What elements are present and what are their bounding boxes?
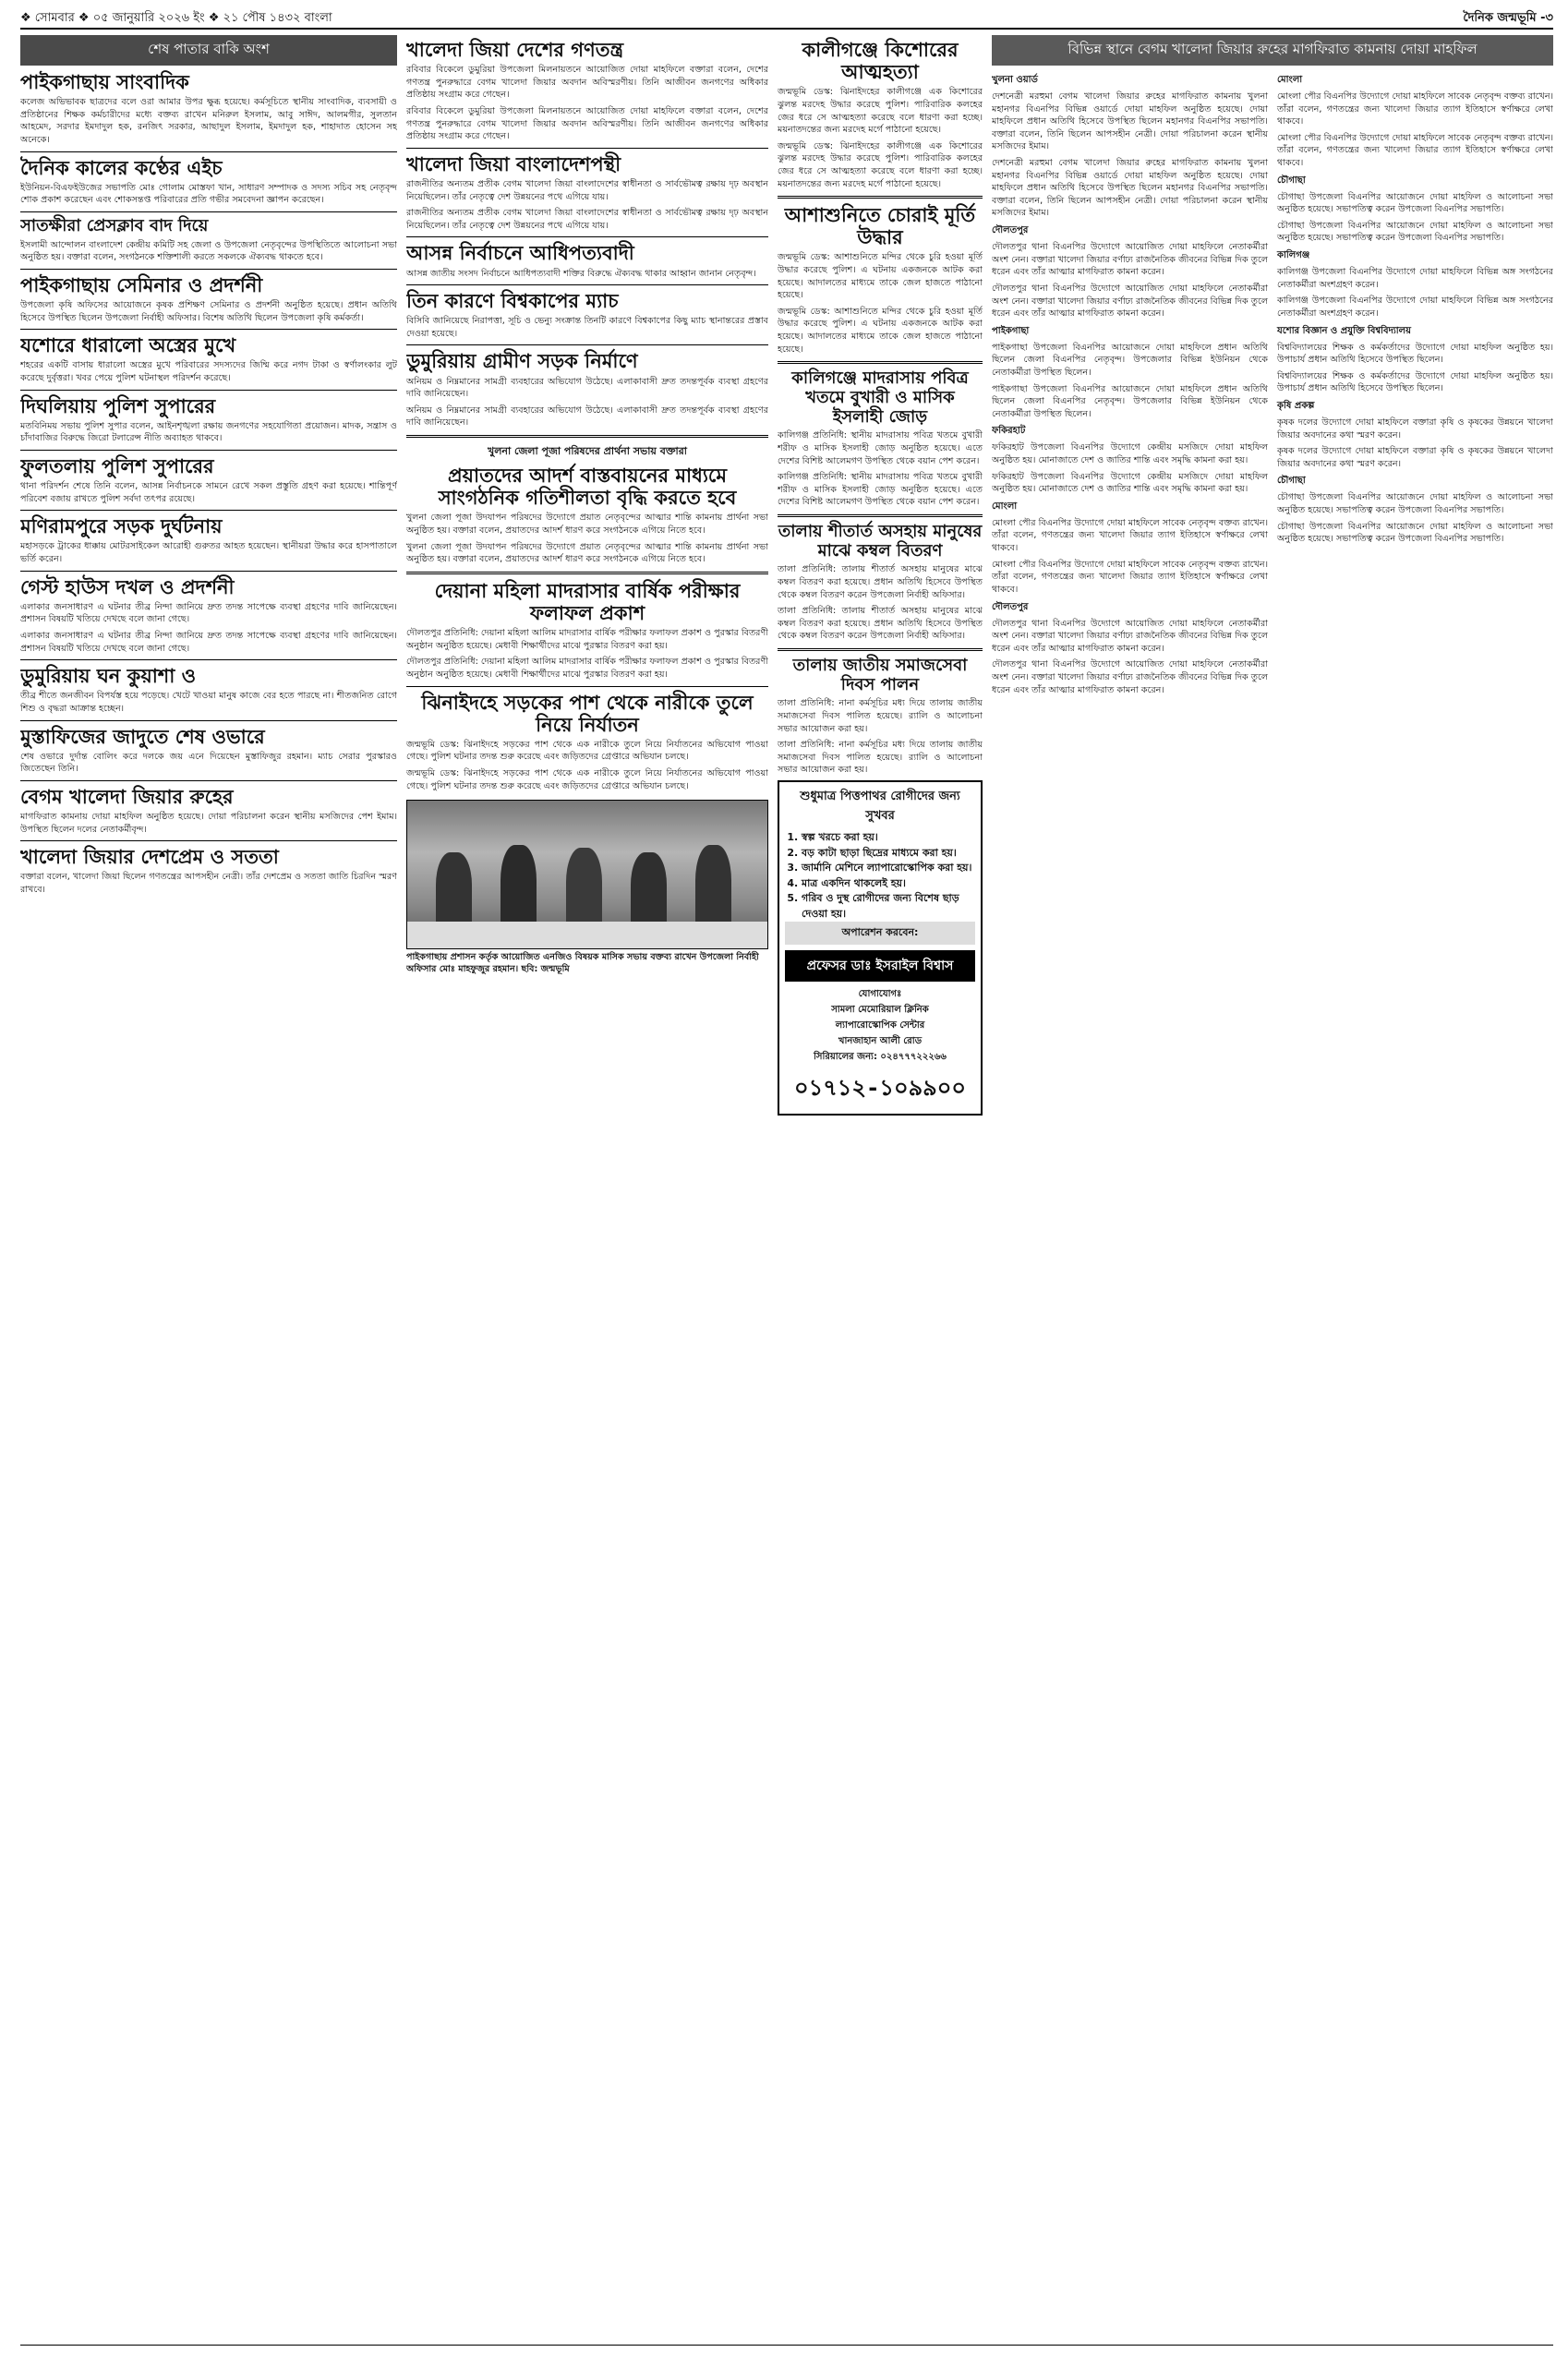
article-text: রাজনীতির অন্যতম প্রতীক বেগম খালেদা জিয়া বাংলাদেশের স্বাধীনতা ও সার্বভৌমত্ব রক্ষায় দৃঢ় অবস্থান নিয়েছিলেন। তাঁর নেতৃত্বে দেশ উন্নয়নের পথে এগিয়ে যায়। bbox=[406, 208, 768, 231]
article-text: কলেজ অভিভাবক ছাত্রদের বলে ওরা আমার উপর ক্ষুব্ধ হয়েছে। কর্মসূচিতে স্থানীয় সাংবাদিক, ব্যবসায়ী ও প্রতিষ্ঠানের শিক্ষক কর্মচারীদের মধ্যে বক্তব্য রাখেন মনিরুল ইসলাম, আবু সাঈদ, আলমগীর, সুলতান আহমেদ, সরদার ইমদাদুল হক, রনজিৎ সরকার, আছাদুল ইসলাম, ইমদাদুল হক, শাহাদাত হোসেন সহ অনেকে। bbox=[20, 97, 397, 145]
headline[interactable]: দৈনিক কালের কণ্ঠের এইচ bbox=[20, 155, 223, 179]
article-text: রাজনীতির অন্যতম প্রতীক বেগম খালেদা জিয়া বাংলাদেশের স্বাধীনতা ও সার্বভৌমত্ব রক্ষায় দৃঢ় অবস্থান নিয়েছিলেন। তাঁর নেতৃত্বে দেশ উন্নয়নের পথে এগিয়ে যায়। bbox=[406, 178, 768, 202]
article-text: কালিগঞ্জ উপজেলা বিএনপির উদ্যোগে দোয়া মাহফিলে বিভিন্ন অঙ্গ সংগঠনের নেতাকর্মীরা অংশগ্রহণ করেন। bbox=[1277, 296, 1553, 319]
ad-by: অপারেশন করবেন: bbox=[785, 922, 975, 945]
headline[interactable]: আসন্ন নির্বাচনে আধিপত্যবাদী bbox=[406, 241, 634, 265]
headline[interactable]: কালিগঞ্জে মাদরাসায় পবিত্র খতমে বুখারী ও মাসিক ইসলাহী জোড় bbox=[791, 368, 969, 427]
article-text: খুলনা জেলা পূজা উদযাপন পরিষদের উদ্যোগে প্রয়াত নেতৃবৃন্দের আত্মার শান্তি কামনায় প্রার্থনা সভা অনুষ্ঠিত হয়। বক্তারা বলেন, প্রয়াতদের আদর্শ ধারণ করে সংগঠনকে এগিয়ে নিতে হবে। bbox=[406, 541, 768, 565]
news-photo[interactable] bbox=[406, 800, 768, 949]
headline[interactable]: তালায় শীতার্ত অসহায় মানুষের মাঝে কম্বল বিতরণ bbox=[778, 522, 983, 561]
column-4 bbox=[992, 35, 1553, 2338]
article-text: আসন্ন জাতীয় সংসদ নির্বাচনে আধিপত্যবাদী শক্তির বিরুদ্ধে ঐক্যবদ্ধ থাকার আহ্বান জানান নেতৃবৃন্দ। bbox=[406, 268, 756, 279]
article-text: দৌলতপুর থানা বিএনপির উদ্যোগে আয়োজিত দোয়া মাহফিলে নেতাকর্মীরা অংশ নেন। বক্তারা খালেদা জিয়ার বর্ণাঢ্য রাজনৈতিক জীবনের বিভিন্ন দিক তুলে ধরেন এবং তাঁর আত্মার মাগফিরাত কামনা করেন। bbox=[992, 659, 1268, 695]
article-text: দেশনেত্রী মরহুমা বেগম খালেদা জিয়ার রুহের মাগফিরাত কামনায় খুলনা মহানগর বিএনপির বিভিন্ন ওয়ার্ডে দোয়া মাহফিল অনুষ্ঠিত হয়েছে। দোয়া মাহফিলে প্রধান অতিথি হিসেবে উপস্থিত ছিলেন মহানগর বিএনপির সভাপতি। বক্তারা বলেন, তিনি ছিলেন আপসহীন নেত্রী। দোয়া পরিচালনা করেন স্থানীয় মসজিদের ইমাম। bbox=[992, 91, 1268, 152]
sub-head: কালিগঞ্জ bbox=[1277, 250, 1310, 261]
article-text: দেশনেত্রী মরহুমা বেগম খালেদা জিয়ার রুহের মাগফিরাত কামনায় খুলনা মহানগর বিএনপির বিভিন্ন ওয়ার্ডে দোয়া মাহফিল অনুষ্ঠিত হয়েছে। দোয়া মাহফিলে প্রধান অতিথি হিসেবে উপস্থিত ছিলেন মহানগর বিএনপির সভাপতি। বক্তারা বলেন, তিনি ছিলেন আপসহীন নেত্রী। দোয়া পরিচালনা করেন স্থানীয় মসজিদের ইমাম। bbox=[992, 158, 1268, 219]
ad-clinic: সামলা মেমোরিয়াল ক্লিনিক bbox=[831, 1005, 929, 1016]
ad-title: শুধুমাত্র পিত্তপাথর রোগীদের জন্য সুখবর bbox=[800, 790, 960, 824]
sub-head: দৌলতপুর bbox=[992, 601, 1029, 612]
clinic-advertisement[interactable] bbox=[778, 780, 983, 1116]
article-text: উপজেলা কৃষি অফিসের আয়োজনে কৃষক প্রশিক্ষণ সেমিনার ও প্রদর্শনী অনুষ্ঠিত হয়েছে। প্রধান অতিথি হিসেবে উপস্থিত ছিলেন উপজেলা নির্বাহী অফিসার। বিশেষ অতিথি ছিলেন উপজেলা কৃষি কর্মকর্তা। bbox=[20, 299, 397, 323]
headline[interactable]: পাইকগাছায় সাংবাদিক bbox=[20, 70, 189, 93]
article-text: অনিয়ম ও নিম্নমানের সামগ্রী ব্যবহারের অভিযোগ উঠেছে। এলাকাবাসী দ্রুত তদন্তপূর্বক ব্যবস্থা গ্রহণের দাবি জানিয়েছেন। bbox=[406, 404, 768, 428]
headline[interactable]: ফুলতলায় পুলিশ সুপারের bbox=[20, 453, 214, 477]
article-text: চৌগাছা উপজেলা বিএনপির আয়োজনে দোয়া মাহফিল ও আলোচনা সভা অনুষ্ঠিত হয়েছে। সভাপতিত্ব করেন উপজেলা বিএনপির সভাপতি। bbox=[1277, 521, 1553, 545]
ad-phone[interactable]: ০১৭১২-১০৯৯০০ bbox=[794, 1075, 966, 1102]
headline[interactable]: দিঘলিয়ায় পুলিশ সুপারের bbox=[20, 393, 216, 417]
article-text: দৌলতপুর প্রতিনিধি: দেয়ানা মহিলা আলিম মাদরাসার বার্ষিক পরীক্ষার ফলাফল প্রকাশ ও পুরস্কার বিতরণী অনুষ্ঠান অনুষ্ঠিত হয়েছে। মেধাবী শিক্ষার্থীদের মাঝে পুরস্কার বিতরণ করা হয়। bbox=[406, 628, 768, 651]
article-text: দৌলতপুর প্রতিনিধি: দেয়ানা মহিলা আলিম মাদরাসার বার্ষিক পরীক্ষার ফলাফল প্রকাশ ও পুরস্কার বিতরণী অনুষ্ঠান অনুষ্ঠিত হয়েছে। মেধাবী শিক্ষার্থীদের মাঝে পুরস্কার বিতরণ করা হয়। bbox=[406, 657, 768, 680]
article-text: ইসলামী আন্দোলন বাংলাদেশ কেন্দ্রীয় কমিটি সহ জেলা ও উপজেলা নেতৃবৃন্দের উপস্থিতিতে আলোচনা সভা অনুষ্ঠিত হয়। বক্তারা বলেন, সংগঠনকে শক্তিশালী করতে সকলকে ঐক্যবদ্ধ থাকতে হবে। bbox=[20, 239, 397, 263]
article-text: মোংলা পৌর বিএনপির উদ্যোগে দোয়া মাহফিলে সাবেক নেতৃবৃন্দ বক্তব্য রাখেন। তাঁরা বলেন, গণতন্ত্রের জন্য খালেদা জিয়ার ত্যাগ ইতিহাসে স্বর্ণাক্ষরে লেখা থাকবে। bbox=[992, 559, 1268, 595]
article-text: জন্মভূমি ডেস্ক: আশাশুনিতে মন্দির থেকে চুরি হওয়া মূর্তি উদ্ধার করেছে পুলিশ। এ ঘটনায় একজনকে আটক করা হয়েছে। আদালতের মাধ্যমে তাকে জেল হাজতে পাঠানো হয়েছে। bbox=[778, 252, 983, 301]
article-text: মোংলা পৌর বিএনপির উদ্যোগে দোয়া মাহফিলে সাবেক নেতৃবৃন্দ বক্তব্য রাখেন। তাঁরা বলেন, গণতন্ত্রের জন্য খালেদা জিয়ার ত্যাগ ইতিহাসে স্বর্ণাক্ষরে লেখা থাকবে। bbox=[1277, 132, 1553, 169]
article-text: দৌলতপুর থানা বিএনপির উদ্যোগে আয়োজিত দোয়া মাহফিলে নেতাকর্মীরা অংশ নেন। বক্তারা খালেদা জিয়ার বর্ণাঢ্য রাজনৈতিক জীবনের বিভিন্ন দিক তুলে ধরেন এবং তাঁর আত্মার মাগফিরাত কামনা করেন। bbox=[992, 242, 1268, 278]
sub-head: মোংলা bbox=[1277, 75, 1303, 85]
headline[interactable]: কালীগঞ্জে কিশোরের আত্মহত্যা bbox=[802, 38, 959, 84]
article-text: কৃষক দলের উদ্যোগে দোয়া মাহফিলে বক্তারা কৃষি ও কৃষকের উন্নয়নে খালেদা জিয়ার অবদানের কথা স্মরণ করেন। bbox=[1277, 416, 1553, 440]
column-1 bbox=[20, 35, 397, 2338]
article-text: মতবিনিময় সভায় পুলিশ সুপার বলেন, আইনশৃঙ্খলা রক্ষায় জনগণের সহযোগিতা প্রয়োজন। মাদক, সন্ত্রাস ও চাঁদাবাজির বিরুদ্ধে জিরো টলারেন্স নীতি অব্যাহত থাকবে। bbox=[20, 420, 397, 444]
article-text: তালা প্রতিনিধি: নানা কর্মসূচির মধ্য দিয়ে তালায় জাতীয় সমাজসেবা দিবস পালিত হয়েছে। র‍্যালি ও আলোচনা সভার আয়োজন করা হয়। bbox=[778, 698, 983, 734]
kicker: খুলনা জেলা পূজা পরিষদের প্রার্থনা সভায় বক্তারা bbox=[488, 445, 687, 458]
headline[interactable]: সাতক্ষীরা প্রেসক্লাব বাদ দিয়ে bbox=[20, 215, 209, 235]
article-text: রবিবার বিকেলে ডুমুরিয়া উপজেলা মিলনায়তনে আয়োজিত দোয়া মাহফিলে বক্তারা বলেন, দেশের গণতন্ত্র পুনরুদ্ধারে বেগম খালেদা জিয়ার অবদান অবিস্মরণীয়। তিনি আজীবন জনগণের অধিকার প্রতিষ্ঠায় সংগ্রাম করে গেছেন। bbox=[406, 105, 768, 142]
article-text: দৌলতপুর থানা বিএনপির উদ্যোগে আয়োজিত দোয়া মাহফিলে নেতাকর্মীরা অংশ নেন। বক্তারা খালেদা জিয়ার বর্ণাঢ্য রাজনৈতিক জীবনের বিভিন্ন দিক তুলে ধরেন এবং তাঁর আত্মার মাগফিরাত কামনা করেন। bbox=[992, 283, 1268, 320]
sub-head: চৌগাছা bbox=[1277, 175, 1306, 186]
photo-caption: পাইকগাছায় প্রশাসন কর্তৃক আয়োজিত এনজিও বিষয়ক মাসিক সভায় বক্তব্য রাখেন উপজেলা নির্বাহী অফিসার মোঃ মাহফুজুর রহমান। ছবি: জন্মভূমি bbox=[406, 952, 759, 975]
headline[interactable]: খালেদা জিয়ার দেশপ্রেম ও সততা bbox=[20, 845, 279, 869]
article-text: শেষ ওভারে দুর্দান্ত বোলিং করে দলকে জয় এনে দিয়েছেন মুস্তাফিজুর রহমান। ম্যাচ সেরার পুরস্কারও জিতেছেন তিনি। bbox=[20, 751, 397, 775]
article-text: জন্মভূমি ডেস্ক: আশাশুনিতে মন্দির থেকে চুরি হওয়া মূর্তি উদ্ধার করেছে পুলিশ। এ ঘটনায় একজনকে আটক করা হয়েছে। আদালতের মাধ্যমে তাকে জেল হাজতে পাঠানো হয়েছে। bbox=[778, 306, 983, 355]
article-text: বক্তারা বলেন, খালেদা জিয়া ছিলেন গণতন্ত্রের আপসহীন নেত্রী। তাঁর দেশপ্রেম ও সততা জাতি চিরদিন স্মরণ রাখবে। bbox=[20, 872, 397, 896]
headline[interactable]: যশোরে ধারালো অস্ত্রের মুখে bbox=[20, 333, 236, 357]
article-text: পাইকগাছা উপজেলা বিএনপির আয়োজনে দোয়া মাহফিলে প্রধান অতিথি ছিলেন জেলা বিএনপির নেতৃবৃন্দ। উপজেলার বিভিন্ন ইউনিয়ন থেকে নেতাকর্মীরা উপস্থিত ছিলেন। bbox=[992, 383, 1268, 419]
article-text: জন্মভূমি ডেস্ক: ঝিনাইদহে সড়কের পাশ থেকে এক নারীকে তুলে নিয়ে নির্যাতনের অভিযোগ পাওয়া গেছে। পুলিশ ঘটনার তদন্ত শুরু করেছে এবং জড়িতদের গ্রেপ্তারে অভিযান চলছে। bbox=[406, 739, 768, 763]
headline[interactable]: প্রয়াতদের আদর্শ বাস্তবায়নের মাধ্যমে সাংগঠনিক গতিশীলতা বৃদ্ধি করতে হবে bbox=[438, 464, 737, 510]
article-text: তীব্র শীতে জনজীবন বিপর্যস্ত হয়ে পড়েছে। খেটে খাওয়া মানুষ কাজে বের হতে পারছে না। শীতজনিত রোগে শিশু ও বৃদ্ধরা আক্রান্ত হচ্ছেন। bbox=[20, 691, 397, 714]
article-text: চৌগাছা উপজেলা বিএনপির আয়োজনে দোয়া মাহফিল ও আলোচনা সভা অনুষ্ঠিত হয়েছে। সভাপতিত্ব করেন উপজেলা বিএনপির সভাপতি। bbox=[1277, 492, 1553, 516]
headline[interactable]: মণিরামপুরে সড়ক দুর্ঘটনায় bbox=[20, 514, 223, 538]
headline[interactable]: আশাশুনিতে চোরাই মূর্তি উদ্ধার bbox=[784, 203, 976, 249]
article-text: মাগফিরাত কামনায় দোয়া মাহফিল অনুষ্ঠিত হয়েছে। দোয়া পরিচালনা করেন স্থানীয় মসজিদের পেশ ইমাম। উপস্থিত ছিলেন দলের নেতাকর্মীবৃন্দ। bbox=[20, 812, 397, 835]
article-text: এলাকার জনসাধারণ এ ঘটনার তীব্র নিন্দা জানিয়ে দ্রুত তদন্ত সাপেক্ষে ব্যবস্থা গ্রহণের দাবি জানিয়েছেন। প্রশাসন বিষয়টি খতিয়ে দেখছে বলে জানা গেছে। bbox=[20, 601, 397, 625]
article-text: কালিগঞ্জ উপজেলা বিএনপির উদ্যোগে দোয়া মাহফিলে বিভিন্ন অঙ্গ সংগঠনের নেতাকর্মীরা অংশগ্রহণ করেন। bbox=[1277, 267, 1553, 290]
article-text: তালা প্রতিনিধি: তালায় শীতার্ত অসহায় মানুষের মাঝে কম্বল বিতরণ করা হয়েছে। প্রধান অতিথি হিসেবে উপস্থিত থেকে কম্বল বিতরণ করেন উপজেলা নির্বাহী অফিসার। bbox=[778, 606, 983, 642]
article-text: চৌগাছা উপজেলা বিএনপির আয়োজনে দোয়া মাহফিল ও আলোচনা সভা অনুষ্ঠিত হয়েছে। সভাপতিত্ব করেন উপজেলা বিএনপির সভাপতি। bbox=[1277, 220, 1553, 244]
column-2 bbox=[406, 35, 768, 2338]
article-text: ইউনিয়ন-বিএফইউজের সভাপতি মোঃ গোলাম মোস্তফা খান, সাধারণ সম্পাদক ও সদস্য সচিব সহ নেতৃবৃন্দ শোক প্রকাশ করেছেন এবং শোকসন্তপ্ত পরিবারের প্রতি গভীর সমবেদনা জ্ঞাপন করেছেন। bbox=[20, 182, 397, 206]
sub-head: যশোর বিজ্ঞান ও প্রযুক্তি বিশ্ববিদ্যালয় bbox=[1277, 325, 1412, 336]
article-text: তালা প্রতিনিধি: তালায় শীতার্ত অসহায় মানুষের মাঝে কম্বল বিতরণ করা হয়েছে। প্রধান অতিথি হিসেবে উপস্থিত থেকে কম্বল বিতরণ করেন উপজেলা নির্বাহী অফিসার। bbox=[778, 564, 983, 600]
headline[interactable]: তিন কারণে বিশ্বকাপের ম্যাচ bbox=[406, 289, 619, 313]
article-text: বিসিবি জানিয়েছে নিরাপত্তা, সূচি ও ভেন্যু সংক্রান্ত তিনটি কারণে বিশ্বকাপের কিছু ম্যাচ স্থানান্তরের প্রস্তাব দেওয়া হয়েছে। bbox=[406, 316, 768, 339]
article-text: মোংলা পৌর বিএনপির উদ্যোগে দোয়া মাহফিলে সাবেক নেতৃবৃন্দ বক্তব্য রাখেন। তাঁরা বলেন, গণতন্ত্রের জন্য খালেদা জিয়ার ত্যাগ ইতিহাসে স্বর্ণাক্ষরে লেখা থাকবে। bbox=[1277, 91, 1553, 127]
article-text: পাইকগাছা উপজেলা বিএনপির আয়োজনে দোয়া মাহফিলে প্রধান অতিথি ছিলেন জেলা বিএনপির নেতৃবৃন্দ। উপজেলার বিভিন্ন ইউনিয়ন থেকে নেতাকর্মীরা উপস্থিত ছিলেন। bbox=[992, 342, 1268, 378]
ad-list bbox=[785, 830, 975, 922]
headline[interactable]: ঝিনাইদহে সড়কের পাশ থেকে নারীকে তুলে নিয়ে নির্যাতন bbox=[421, 690, 754, 736]
headline[interactable]: দেয়ানা মহিলা মাদরাসার বার্ষিক পরীক্ষার ফলাফল প্রকাশ bbox=[434, 578, 741, 624]
article-text: বিশ্ববিদ্যালয়ের শিক্ষক ও কর্মকর্তাদের উদ্যোগে দোয়া মাহফিল অনুষ্ঠিত হয়। উপাচার্য প্রধান অতিথি হিসেবে উপস্থিত ছিলেন। bbox=[1277, 370, 1553, 394]
article-text: মোংলা পৌর বিএনপির উদ্যোগে দোয়া মাহফিলে সাবেক নেতৃবৃন্দ বক্তব্য রাখেন। তাঁরা বলেন, গণতন্ত্রের জন্য খালেদা জিয়ার ত্যাগ ইতিহাসে স্বর্ণাক্ষরে লেখা থাকবে। bbox=[992, 517, 1268, 554]
headline[interactable]: তালায় জাতীয় সমাজসেবা দিবস পালন bbox=[792, 656, 968, 694]
article-text: মহাসড়কে ট্রাকের ধাক্কায় মোটরসাইকেল আরোহী গুরুতর আহত হয়েছেন। স্থানীয়রা উদ্ধার করে হাসপাতালে ভর্তি করেন। bbox=[20, 541, 397, 565]
article-text: অনিয়ম ও নিম্নমানের সামগ্রী ব্যবহারের অভিযোগ উঠেছে। এলাকাবাসী দ্রুত তদন্তপূর্বক ব্যবস্থা গ্রহণের দাবি জানিয়েছেন। bbox=[406, 376, 768, 400]
ad-item: 5. গরিব ও দুস্থ রোগীদের জন্য বিশেষ ছাড় দেওয়া হয়। bbox=[802, 891, 975, 922]
issue-date: ❖ সোমবার ❖ ০৫ জানুয়ারি ২০২৬ ইং ❖ ২১ পৌষ ১৪৩২ বাংলা bbox=[20, 11, 332, 25]
article-text: কালিগঞ্জ প্রতিনিধি: স্থানীয় মাদরাসায় পবিত্র খতমে বুখারী শরীফ ও মাসিক ইসলাহী জোড় অনুষ্ঠিত হয়েছে। এতে দেশের বিশিষ্ট আলেমগণ উপস্থিত থেকে বয়ান পেশ করেন। bbox=[778, 472, 983, 508]
article-text: ফকিরহাট উপজেলা বিএনপির উদ্যোগে কেন্দ্রীয় মসজিদে দোয়া মাহফিল অনুষ্ঠিত হয়। মোনাজাতে দেশ ও জাতির শান্তি এবং সমৃদ্ধি কামনা করা হয়। bbox=[992, 471, 1268, 495]
article-text: কৃষক দলের উদ্যোগে দোয়া মাহফিলে বক্তারা কৃষি ও কৃষকের উন্নয়নে খালেদা জিয়ার অবদানের কথা স্মরণ করেন। bbox=[1277, 446, 1553, 469]
article-text: এলাকার জনসাধারণ এ ঘটনার তীব্র নিন্দা জানিয়ে দ্রুত তদন্ত সাপেক্ষে ব্যবস্থা গ্রহণের দাবি জানিয়েছেন। প্রশাসন বিষয়টি খতিয়ে দেখছে বলে জানা গেছে। bbox=[20, 631, 397, 654]
article-text: ফকিরহাট উপজেলা বিএনপির উদ্যোগে কেন্দ্রীয় মসজিদে দোয়া মাহফিল অনুষ্ঠিত হয়। মোনাজাতে দেশ ও জাতির শান্তি এবং সমৃদ্ধি কামনা করা হয়। bbox=[992, 442, 1268, 466]
headline[interactable]: গেস্ট হাউস দখল ও প্রদর্শনী bbox=[20, 574, 235, 598]
article-text: তালা প্রতিনিধি: নানা কর্মসূচির মধ্য দিয়ে তালায় জাতীয় সমাজসেবা দিবস পালিত হয়েছে। র‍্যালি ও আলোচনা সভার আয়োজন করা হয়। bbox=[778, 740, 983, 776]
headline[interactable]: ডুমুরিয়ায় গ্রামীণ সড়ক নির্মাণে bbox=[406, 349, 638, 373]
article-text: রবিবার বিকেলে ডুমুরিয়া উপজেলা মিলনায়তনে আয়োজিত দোয়া মাহফিলে বক্তারা বলেন, দেশের গণতন্ত্র পুনরুদ্ধারে বেগম খালেদা জিয়ার অবদান অবিস্মরণীয়। তিনি আজীবন জনগণের অধিকার প্রতিষ্ঠায় সংগ্রাম করে গেছেন। bbox=[406, 65, 768, 101]
ad-serial: সিরিয়ালের জন্য: ০২৪৭৭৭২২২৬৬ bbox=[814, 1052, 947, 1063]
ad-item: 1. স্বল্প খরচে করা হয়। bbox=[802, 830, 975, 846]
section-banner[interactable]: বিভিন্ন স্থানে বেগম খালেদা জিয়ার রুহের মাগফিরাত কামনায় দোয়া মাহফিল bbox=[992, 35, 1553, 66]
article-text: বিশ্ববিদ্যালয়ের শিক্ষক ও কর্মকর্তাদের উদ্যোগে দোয়া মাহফিল অনুষ্ঠিত হয়। উপাচার্য প্রধান অতিথি হিসেবে উপস্থিত ছিলেন। bbox=[1277, 342, 1553, 366]
page-number: দৈনিক জন্মভূমি -৩ bbox=[1463, 11, 1553, 25]
headline[interactable]: পাইকগাছায় সেমিনার ও প্রদর্শনী bbox=[20, 272, 263, 296]
article-text: খুলনা জেলা পূজা উদযাপন পরিষদের উদ্যোগে প্রয়াত নেতৃবৃন্দের আত্মার শান্তি কামনায় প্রার্থনা সভা অনুষ্ঠিত হয়। বক্তারা বলেন, প্রয়াতদের আদর্শ ধারণ করে সংগঠনকে এগিয়ে নিতে হবে। bbox=[406, 513, 768, 536]
sub-head: দৌলতপুর bbox=[992, 225, 1029, 236]
ad-contact-label: যোগাযোগঃ bbox=[858, 989, 902, 1000]
page-footer-rule bbox=[20, 2345, 1553, 2358]
ad-item: 2. বড় কাটা ছাড়া ছিদ্রের মাধ্যমে করা হয়। bbox=[802, 846, 975, 862]
article-text: চৌগাছা উপজেলা বিএনপির আয়োজনে দোয়া মাহফিল ও আলোচনা সভা অনুষ্ঠিত হয়েছে। সভাপতিত্ব করেন উপজেলা বিএনপির সভাপতি। bbox=[1277, 191, 1553, 215]
column-3 bbox=[778, 35, 983, 2338]
ad-doctor: প্রফেসর ডাঃ ইসরাইল বিশ্বাস bbox=[785, 950, 975, 982]
sub-head: মোংলা bbox=[992, 501, 1018, 512]
headline[interactable]: খালেদা জিয়া দেশের গণতন্ত্র bbox=[406, 38, 624, 61]
ad-item: 4. মাত্র একদিন থাকলেই হয়। bbox=[802, 876, 975, 892]
headline[interactable]: ডুমুরিয়ায় ঘন কুয়াশা ও bbox=[20, 664, 197, 688]
sub-head: খুলনা ওয়ার্ড bbox=[992, 75, 1038, 85]
article-text: শহরের একটি বাসায় ধারালো অস্ত্রের মুখে পরিবারের সদস্যদের জিম্মি করে নগদ টাকা ও স্বর্ণালংকার লুট করেছে দুর্বৃত্তরা। খবর পেয়ে পুলিশ ঘটনাস্থল পরিদর্শন করেছে। bbox=[20, 360, 397, 383]
article-text: থানা পরিদর্শন শেষে তিনি বলেন, আসন্ন নির্বাচনকে সামনে রেখে সকল প্রস্তুতি গ্রহণ করা হয়েছে। শান্তিপূর্ণ পরিবেশ বজায় রাখতে পুলিশ সর্বদা তৎপর রয়েছে। bbox=[20, 481, 397, 504]
headline[interactable]: মুস্তাফিজের জাদুতে শেষ ওভারে bbox=[20, 724, 265, 748]
headline[interactable]: বেগম খালেদা জিয়ার রুহের bbox=[20, 784, 234, 808]
sub-head: ফকিরহাট bbox=[992, 426, 1026, 437]
sub-head: চৌগাছা bbox=[1277, 476, 1306, 487]
article-text: জন্মভূমি ডেস্ক: ঝিনাইদহে সড়কের পাশ থেকে এক নারীকে তুলে নিয়ে নির্যাতনের অভিযোগ পাওয়া গেছে। পুলিশ ঘটনার তদন্ত শুরু করেছে এবং জড়িতদের গ্রেপ্তারে অভিযান চলছে। bbox=[406, 768, 768, 791]
sub-head: পাইকগাছা bbox=[992, 325, 1030, 336]
ad-item: 3. জার্মানি মেশিনে ল্যাপারোস্কোপিক করা হয়। bbox=[802, 861, 975, 876]
article-text: জন্মভূমি ডেস্ক: ঝিনাইদহের কালীগঞ্জে এক কিশোরের ঝুলন্ত মরদেহ উদ্ধার করেছে পুলিশ। পারিবারিক কলহের জের ধরে সে আত্মহত্যা করেছে বলে ধারণা করা হচ্ছে। ময়নাতদন্তের জন্য মরদেহ মর্গে পাঠানো হয়েছে। bbox=[778, 140, 983, 189]
article-text: কালিগঞ্জ প্রতিনিধি: স্থানীয় মাদরাসায় পবিত্র খতমে বুখারী শরীফ ও মাসিক ইসলাহী জোড় অনুষ্ঠিত হয়েছে। এতে দেশের বিশিষ্ট আলেমগণ উপস্থিত থেকে বয়ান পেশ করেন। bbox=[778, 430, 983, 466]
page-header bbox=[20, 7, 1553, 30]
ad-road: খানজাহান আলী রোড bbox=[838, 1036, 923, 1047]
section-bar: শেষ পাতার বাকি অংশ bbox=[20, 35, 397, 66]
ad-center: ল্যাপারোস্কোপিক সেন্টার bbox=[835, 1020, 925, 1031]
article-text: জন্মভূমি ডেস্ক: ঝিনাইদহের কালীগঞ্জে এক কিশোরের ঝুলন্ত মরদেহ উদ্ধার করেছে পুলিশ। পারিবারিক কলহের জের ধরে সে আত্মহত্যা করেছে বলে ধারণা করা হচ্ছে। ময়নাতদন্তের জন্য মরদেহ মর্গে পাঠানো হয়েছে। bbox=[778, 87, 983, 136]
article-text: দৌলতপুর থানা বিএনপির উদ্যোগে আয়োজিত দোয়া মাহফিলে নেতাকর্মীরা অংশ নেন। বক্তারা খালেদা জিয়ার বর্ণাঢ্য রাজনৈতিক জীবনের বিভিন্ন দিক তুলে ধরেন এবং তাঁর আত্মার মাগফিরাত কামনা করেন। bbox=[992, 618, 1268, 654]
sub-head: কৃষি প্রকল্প bbox=[1277, 400, 1315, 411]
headline[interactable]: খালেদা জিয়া বাংলাদেশপন্থী bbox=[406, 151, 621, 175]
